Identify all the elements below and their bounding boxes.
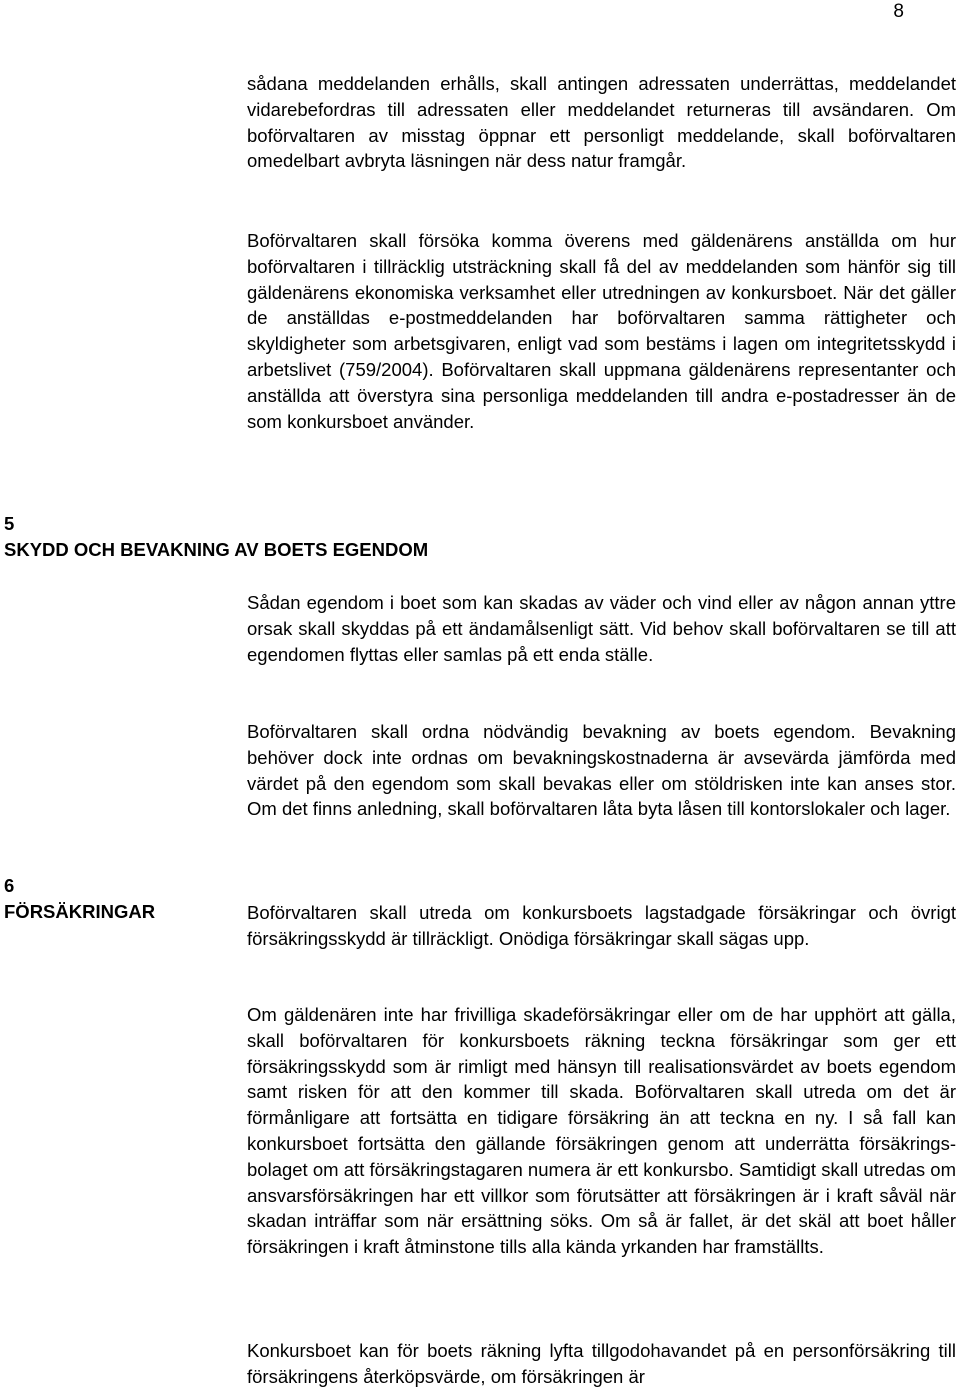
section-6-title: FÖRSÄKRINGAR xyxy=(4,901,156,922)
paragraph-life-insurance: Konkursboet kan för boets räkning lyfta tillgodohavandet på en personförsäkring till försäkringens återköpsvärde, om försäkringen är xyxy=(247,1340,956,1387)
paragraph-insurance-review: Boförvaltaren skall utreda om konkursboets lagstadgade försäkringar och övrigt försäkringsskydd är tillräckligt. Onödiga försäkringar skall sägas upp. xyxy=(247,902,956,949)
paragraph-employee-messages: Boförvaltaren skall försöka komma överens med gäldenärens anställda om hur boförvaltaren i tillräcklig utsträckning skall få del av meddelanden som hänför sig till gäldenärens ekonomiska verksamhet eller utredningen av konkursboet. När det gäller de anställdas e-postmeddelanden har boförvaltaren samma rättigheter och skyldigheter som arbetsgivaren, enligt vad som bestäms i lagen om integritetsskydd i arbetslivet (759/2004). Boförvaltaren skall uppmana gäldenärens representanter och anställda att överstyra sina personliga meddelanden till andra e-postadresser än de som konkursboet använder. xyxy=(247,230,956,432)
paragraph-property-protection: Sådan egendom i boet som kan skadas av väder och vind eller av någon annan yttre orsak skall skyddas på ett ändamålsenligt sätt. Vid behov skall boförvaltaren se till att egendomen flyttas eller samlas på ett enda ställe. xyxy=(247,592,956,665)
section-6-number: 6 xyxy=(4,875,15,896)
paragraph-insurance-coverage: Om gäldenären inte har frivilliga skadeförsäkringar eller om de har upphört att gälla, skall boförvaltaren för konkursboets räkning teckna försäkringar som ger ett försäkringsskydd som är rimligt med hänsyn till realisationsvärdet av boets egendom samt risken för att den kommer till skada. Boförvaltaren skall utreda om det är förmånligare att fortsätta en tidigare försäkring än att teckna en ny. I så fall kan konkursboet fortsätta den gällande försäkringen genom att underrätta försäkrings-bolaget om att försäkringstagaren numera är ett konkursbo. Samtidigt skall utredas om ansvarsförsäkringen har ett villkor som förutsätter att försäkringen är i kraft såväl när skadan inträffar som när ersättning söks. Om så är fallet, är det skäl att boet håller försäkringen i kraft åtminstone tills alla kända yrkanden har framställts. xyxy=(247,1004,956,1258)
section-5-title: SKYDD OCH BEVAKNING AV BOETS EGENDOM xyxy=(4,539,429,560)
paragraph-mail-handling: sådana meddelanden erhålls, skall antingen adressaten underrättas, meddelandet vidarebefordras till adressaten eller meddelandet returneras till avsändaren. Om boförvaltaren av misstag öppnar ett personligt meddelande, skall boförvaltaren omedelbart avbryta läsningen när dess natur framgår. xyxy=(247,73,956,172)
section-5-number: 5 xyxy=(4,513,15,534)
paragraph-property-guarding: Boförvaltaren skall ordna nödvändig bevakning av boets egendom. Bevakning behöver dock inte ordnas om bevakningskostnaderna är avsevärda jämförda med värdet på den egendom som skall bevakas eller om stöldrisken inte kan anses stor. Om det finns anledning, skall boförvaltaren låta byta låsen till kontorslokaler och lager. xyxy=(247,721,956,820)
page-number: 8 xyxy=(893,1,904,22)
